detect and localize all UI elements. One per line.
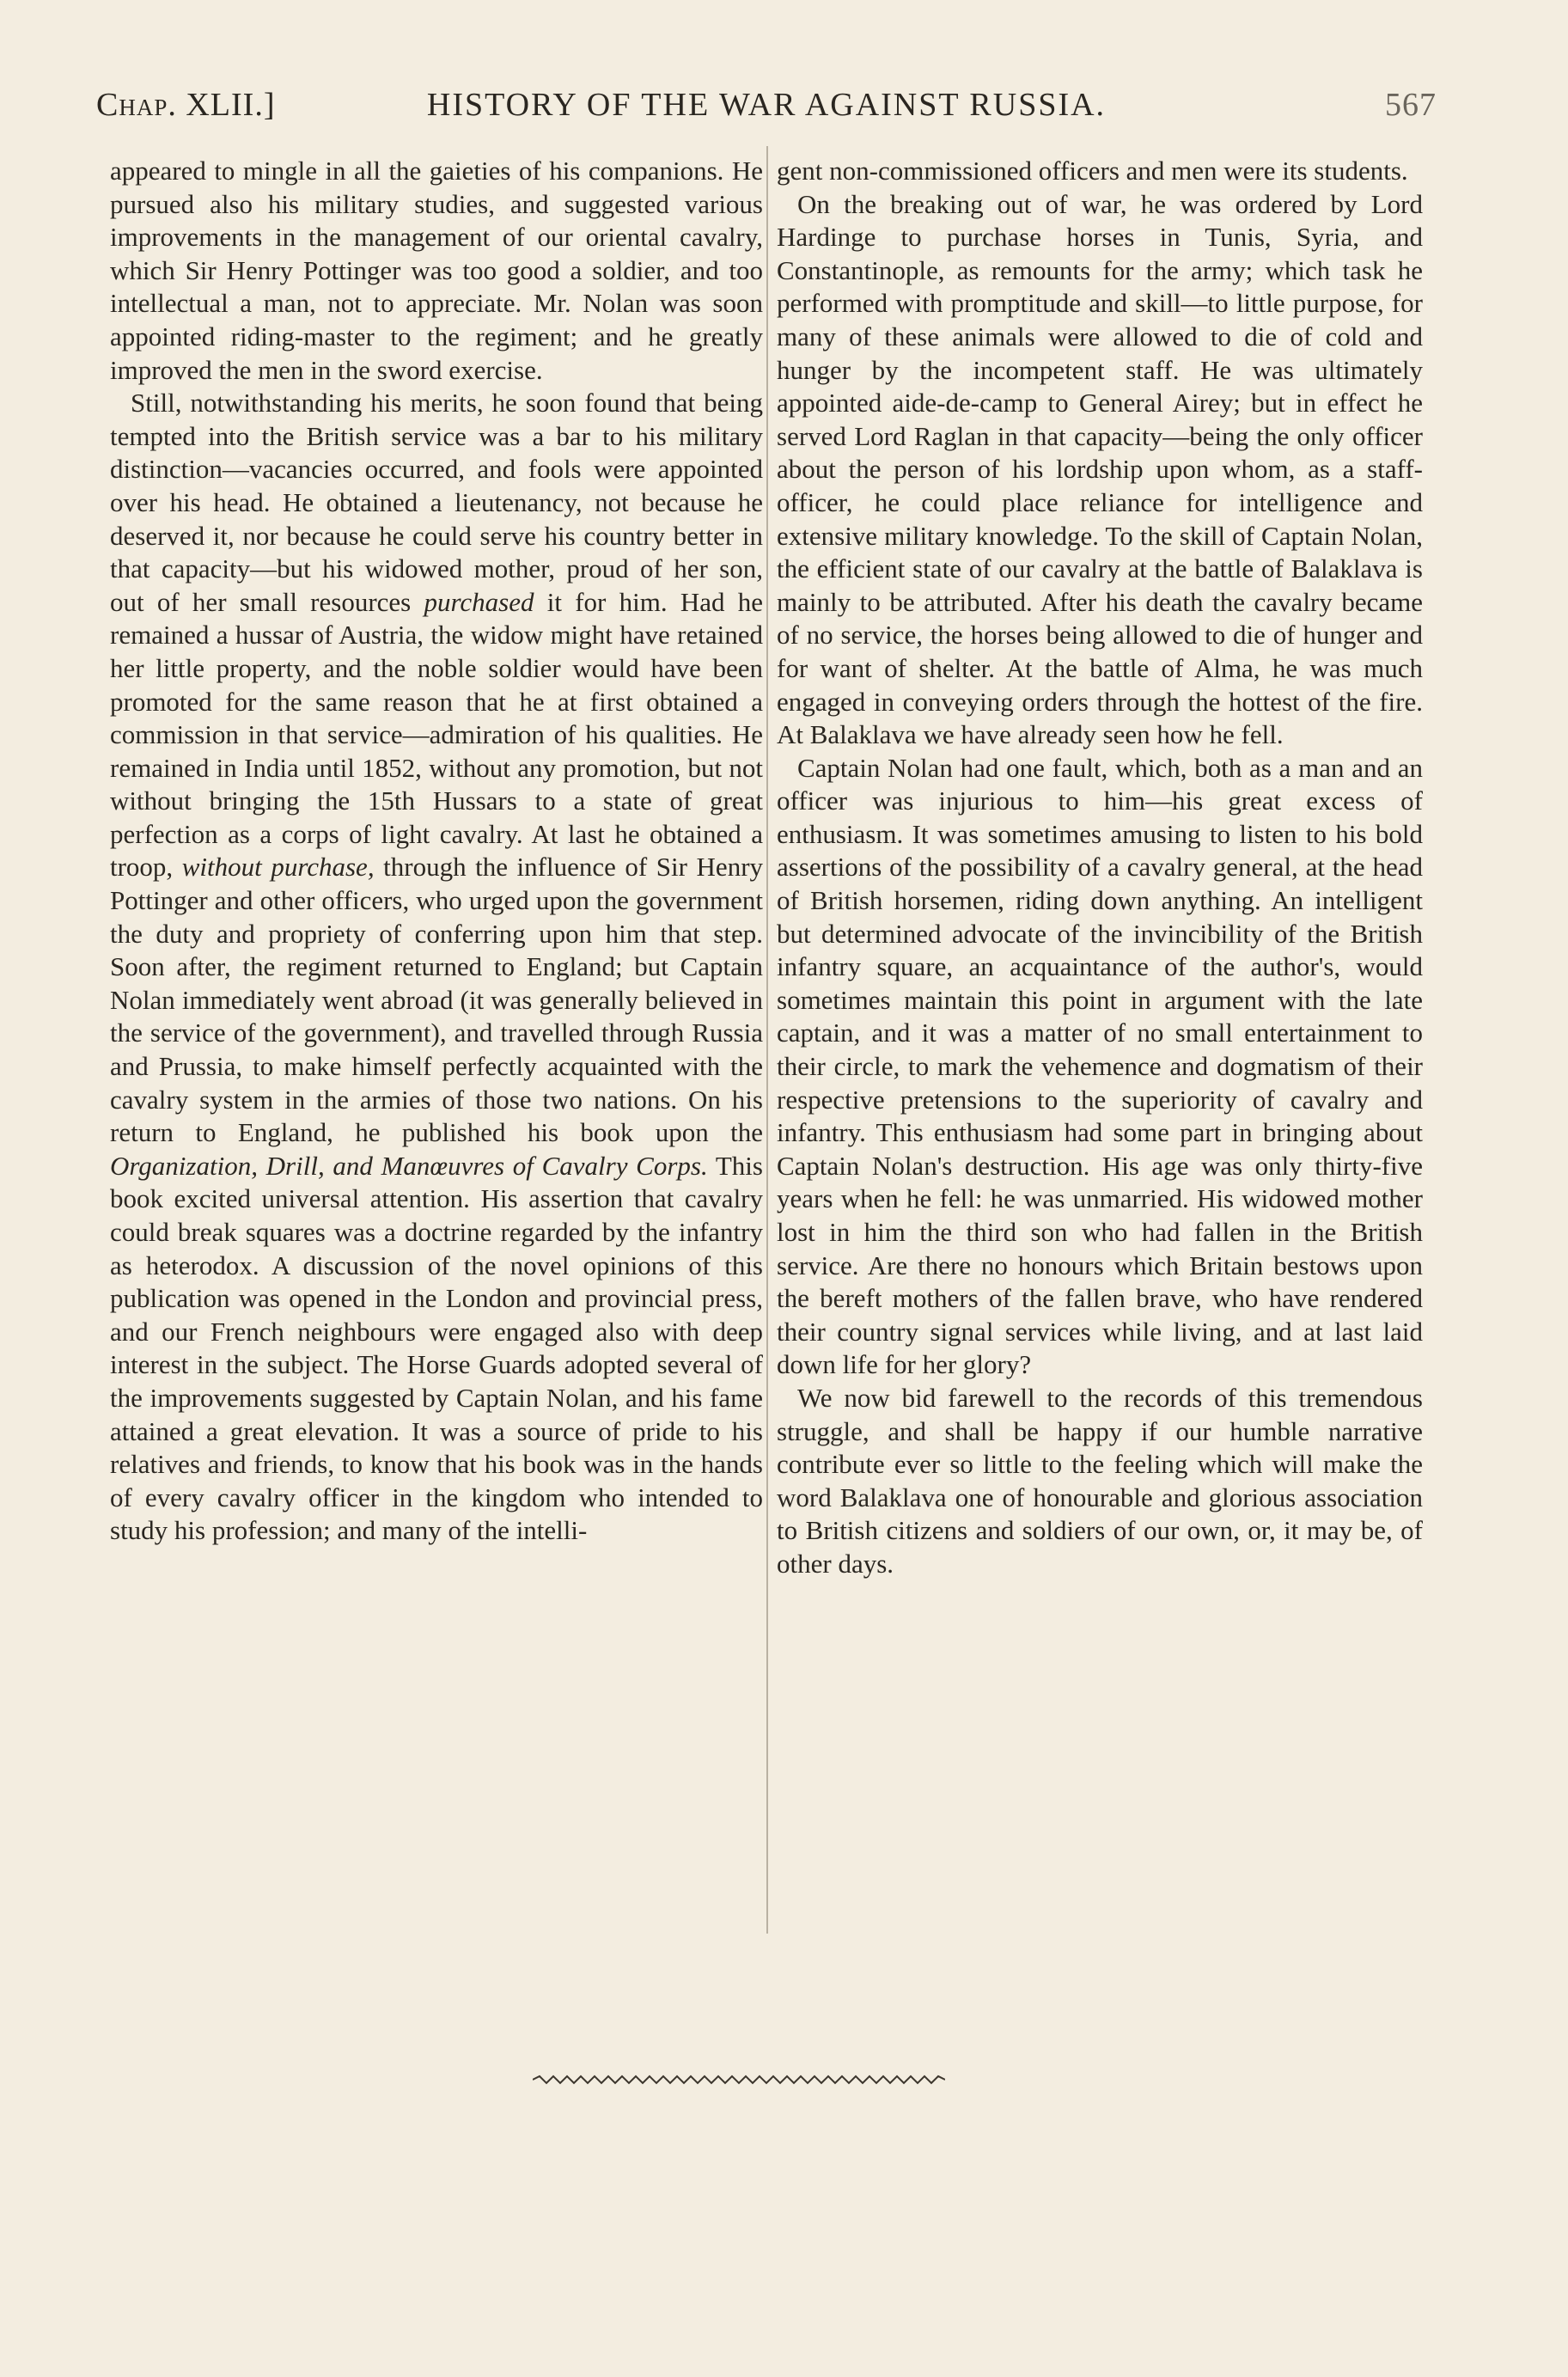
paragraph	[110, 387, 763, 1548]
running-title: HISTORY OF THE WAR AGAINST RUSSIA.	[426, 87, 1107, 123]
book-title: Organization, Drill, and Manœuvres of Cavalry Corps.	[110, 1150, 708, 1181]
paragraph-text: it for him. Had he remained a hussar of Austria, the widow might have retained her little property, and the noble soldier would have been promoted for the same reason that he at first obtained a commission in that service—admiration of his qualities. He remained in India until 1852, without any promotion, but not without bringing the 15th Hussars to a state of great perfection as a corps of light cavalry. At last he obtained a troop,	[110, 586, 763, 883]
chapter-label: Chap. XLII.]	[96, 87, 276, 123]
italic-text: purchased	[424, 586, 534, 617]
running-header	[96, 86, 1437, 134]
paragraph: We now bid farewell to the records of this tremendous struggle, and shall be happy if our humble narrative contribute ever so little to the feeling which will make the word Balaklava one of honourable and glorious association to British citizens and soldiers of our own, or, it may be, of other days.	[777, 1382, 1423, 1579]
left-column	[110, 155, 763, 1548]
paragraph: Captain Nolan had one fault, which, both as a man and an officer was injurious to him—his great excess of enthusiasm. It was sometimes amusing to listen to his bold assertions of the possibility of a cavalry general, at the head of British horsemen, riding down anything. An intelligent but determined advocate of the invincibility of the British infantry square, an acquaintance of the author's, would sometimes maintain this point in argument with the late captain, and it was a matter of no small entertainment to their circle, to mark the vehemence and dogmatism of their respective pretensions to the superiority of cavalry and infantry. This enthusiasm had some part in bringing about Captain Nolan's destruction. His age was only thirty-five years when he fell: he was unmarried. His widowed mother lost in him the third son who had fallen in the British service. Are there no honours which Britain bestows upon the bereft mothers of the fallen brave, who have rendered their country signal services while living, and at last laid down life for her glory?	[777, 752, 1423, 1380]
column-rule	[766, 146, 768, 1934]
page-number: 567	[1385, 87, 1437, 123]
paragraph-text: Still, notwithstanding his merits, he soon found that being tempted into the British service was a bar to his military distinction—vacancies occurred, and fools were appointed over his head. He obtained a lieutenancy, not because he deserved it, nor because he could serve his country better in that capacity—but his widowed mother, proud of her son, out of her small resources	[110, 388, 763, 617]
paragraph-text: through the influence of Sir Henry Pottinger and other officers, who urged upon the government the duty and propriety of conferring upon him that step. Soon after, the regiment returned to England; but Captain Nolan immediately went abroad (it was generally believed in the service of the government), and travelled through Russia and Prussia, to make himself perfectly acquainted with the cavalry system in the armies of those two nations. On his return to England, he published his book upon the	[110, 852, 764, 1148]
italic-text: without purchase,	[181, 852, 375, 883]
right-column	[777, 155, 1423, 1581]
decorative-tailpiece	[533, 2074, 945, 2086]
paragraph: On the breaking out of war, he was ordered by Lord Hardinge to purchase horses in Tunis, Syria, and Constantinople, as remounts for the army; which task he performed with promptitude and skill—to little purpose, for many of these animals were allowed to die of cold and hunger by the incompetent staff. He was ultimately appointed aide-de-camp to General Airey; but in effect he served Lord Raglan in that capacity—being the only officer about the person of his lordship upon whom, as a staff-officer, he could place reliance for intelligence and extensive military knowledge. To the skill of Captain Nolan, the efficient state of our cavalry at the battle of Balaklava is mainly to be attributed. After his death the cavalry became of no service, the horses being allowed to die of hunger and for want of shelter. At the battle of Alma, he was much engaged in conveying orders through the hottest of the fire. At Balaklava we have already seen how he fell.	[777, 188, 1423, 750]
paragraph: appeared to mingle in all the gaieties of his companions. He pursued also his military studies, and suggested various improvements in the management of our oriental cavalry, which Sir Henry Pottinger was too good a soldier, and too intellectual a man, not to appreciate. Mr. Nolan was soon appointed riding-master to the regiment; and he greatly improved the men in the sword exercise.	[110, 156, 763, 385]
paragraph-text: This book excited universal attention. His assertion that cavalry could break squares was a doctrine regarded by the infantry as heterodox. A discussion of the novel opinions of this publication was opened in the London and provincial press, and our French neighbours were engaged also with deep interest in the subject. The Horse Guards adopted several of the improvements suggested by Captain Nolan, and his fame attained a great elevation. It was a source of pride to his relatives and friends, to know that his book was in the hands of every cavalry officer in the kingdom who intended to study his profession; and many of the intelli-	[110, 1150, 763, 1546]
paragraph: gent non-commissioned officers and men were its students.	[777, 156, 1408, 186]
